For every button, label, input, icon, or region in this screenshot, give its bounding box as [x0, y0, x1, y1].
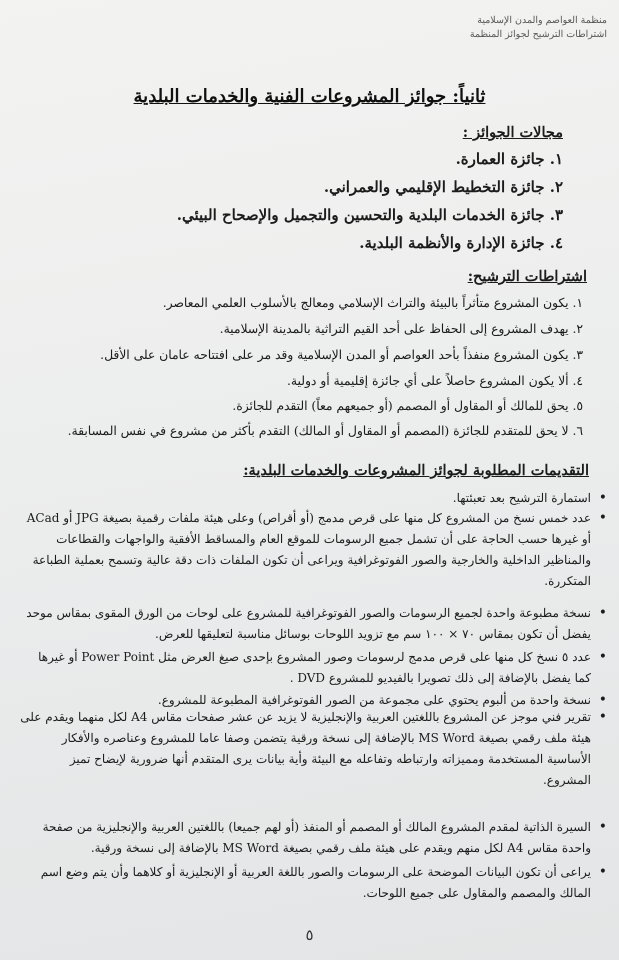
condition-item: ٤. ألا يكون المشروع حاصلاً على أي جائزة إقليمية أو دولية.: [287, 374, 583, 388]
condition-item: ١. يكون المشروع متأثراً بالبيئة والتراث الإسلامي ومعالج بالأسلوب العلمي المعاصر.: [162, 296, 583, 310]
field-item: ٣. جائزة الخدمات البلدية والتحسين والتجميل والإصحاح البيئي.: [176, 206, 563, 224]
field-item: ٤. جائزة الإدارة والأنظمة البلدية.: [359, 234, 563, 252]
submission-item: • عدد ٥ نسخ كل منها على قرص مدمج لرسومات وصور المشروع بإحدى صيغ العرض مثل Power Point أو غيرها كما يفضل بالإضافة إلى ذلك تصويرا بالفيديو للمشروع DVD .: [19, 647, 591, 689]
field-item: ٢. جائزة التخطيط الإقليمي والعمراني.: [323, 178, 563, 196]
field-item: ١. جائزة العمارة.: [455, 150, 563, 168]
condition-item: ٦. لا يحق للمتقدم للجائزة (المصمم أو المقاول أو المالك) التقدم بأكثر من مشروع في نفس المسابقة.: [67, 424, 583, 438]
condition-item: ٥. يحق للمالك أو المقاول أو المصمم (أو جميعهم معاً) التقدم للجائزة.: [232, 399, 583, 413]
condition-item: ٢. يهدف المشروع إلى الحفاظ على أحد القيم التراثية بالمدينة الإسلامية.: [219, 322, 583, 336]
header-organization: منظمة العواصم والمدن الإسلامية: [477, 15, 607, 26]
submission-item: • تقرير فني موجز عن المشروع باللغتين العربية والإنجليزية لا يزيد عن عشر صفحات مقاس A4 لكل منهما ويقدم على هيئة ملف رقمي بصيغة MS Word بالإضافة إلى نسخة ورقية يتضمن وصفا عاما للمشروع وعناصره والأفكار الأساسية المستخدمة ومميزاته وارتباطه وتفاعله مع البيئة وأية بيانات يرى المتقدم أنها ضرورية لإيضاح تميز المشروع.: [19, 707, 591, 791]
submission-item: • استمارة الترشيح بعد تعبئتها.: [19, 488, 591, 509]
page-number: ٥: [305, 926, 314, 944]
submission-item: • عدد خمس نسخ من المشروع كل منها على قرص مدمج (أو أقراص) وعلى هيئة ملفات رقمية بصيغة JPG أو ACad أو غيرها حسب الحاجة على أن تشمل جميع الرسومات للموقع العام والمساقط الأفقية والواجهات والقطاعات والمناظير الداخلية والخارجية والصور الفوتوغرافية ويراعى أن تكون الملفات ذات دقة عالية وتسمح بعملية الطباعة المتكررة.: [19, 508, 591, 592]
fields-heading: مجالات الجوائز :: [462, 124, 563, 141]
page-title: ثانياً: جوائز المشروعات الفنية والخدمات البلدية: [133, 86, 486, 107]
submission-item: • السيرة الذاتية لمقدم المشروع المالك أو المصمم أو المنفذ (أو لهم جميعا) باللغتين العربية والإنجليزية من صفحة واحدة مقاس A4 لكل منهم ويقدم على هيئة ملف رقمي بصيغة MS Word بالإضافة إلى نسخة ورقية.: [19, 817, 591, 859]
conditions-heading: اشتراطات الترشيح:: [467, 268, 587, 285]
submission-item: • يراعى أن تكون البيانات الموضحة على الرسومات والصور باللغة العربية أو الإنجليزية أو كلاهما وأن يتم وضع اسم المالك والمصمم والمقاول على جميع اللوحات.: [19, 862, 591, 904]
submission-item: • نسخة مطبوعة واحدة لجميع الرسومات والصور الفوتوغرافية للمشروع على لوحات من الورق المقوى بمقاس موحد يفضل أن تكون بمقاس ٧٠ × ١٠٠ سم مع تزويد اللوحات بوسائل مناسبة لتعليقها للعرض.: [19, 603, 591, 645]
submission-item: • نسخة واحدة من ألبوم يحتوي على مجموعة من الصور الفوتوغرافية المطبوعة للمشروع.: [19, 690, 591, 711]
submissions-heading: التقديمات المطلوبة لجوائز المشروعات والخدمات البلدية:: [243, 462, 589, 479]
header-document-title: اشتراطات الترشيح لجوائز المنظمة: [469, 29, 607, 40]
condition-item: ٣. يكون المشروع منفذاً بأحد العواصم أو المدن الإسلامية وقد مر على افتتاحه عامان على الأقل.: [100, 348, 583, 362]
